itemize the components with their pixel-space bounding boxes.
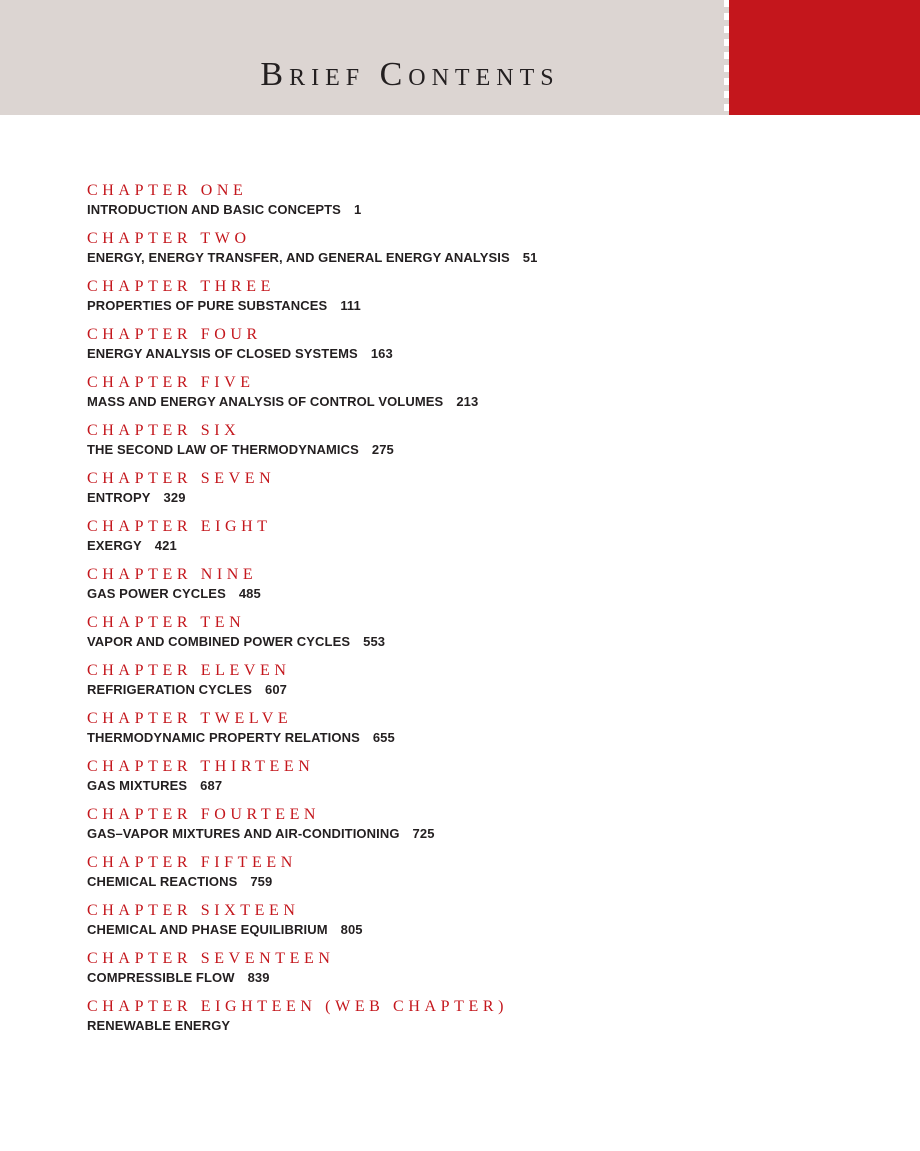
- chapter-title-line[interactable]: [87, 538, 867, 554]
- chapter-title-line[interactable]: [87, 346, 867, 362]
- chapter-page-number: 421: [154, 538, 177, 553]
- chapter-page-number: 839: [247, 970, 270, 985]
- toc-entry: [87, 182, 867, 230]
- chapter-title: THERMODYNAMIC PROPERTY RELATIONS: [87, 730, 360, 745]
- chapter-title-line[interactable]: [87, 922, 867, 938]
- chapter-label: CHAPTER FIFTEEN: [87, 854, 297, 871]
- chapter-page-number: 163: [370, 346, 393, 361]
- toc-entry: [87, 518, 867, 566]
- chapter-title: COMPRESSIBLE FLOW: [87, 970, 235, 985]
- chapter-label: CHAPTER FOUR: [87, 326, 262, 343]
- toc-entry: [87, 230, 867, 278]
- chapter-page-number: 805: [340, 922, 363, 937]
- chapter-title-line[interactable]: [87, 778, 867, 794]
- chapter-label: CHAPTER TEN: [87, 614, 246, 631]
- chapter-title: GAS POWER CYCLES: [87, 586, 226, 601]
- toc-entry: [87, 710, 867, 758]
- chapter-title: REFRIGERATION CYCLES: [87, 682, 252, 697]
- chapter-label: CHAPTER SIX: [87, 422, 241, 439]
- toc-entry: [87, 374, 867, 422]
- chapter-label: CHAPTER TWELVE: [87, 710, 293, 727]
- chapter-title: ENERGY, ENERGY TRANSFER, AND GENERAL ENERGY ANALYSIS: [87, 250, 510, 265]
- chapter-title: MASS AND ENERGY ANALYSIS OF CONTROL VOLUMES: [87, 394, 444, 409]
- chapter-title: RENEWABLE ENERGY: [87, 1018, 231, 1033]
- toc-entry: [87, 326, 867, 374]
- toc-entry: [87, 902, 867, 950]
- chapter-title-line[interactable]: [87, 874, 867, 890]
- chapter-title: THE SECOND LAW OF THERMODYNAMICS: [87, 442, 359, 457]
- chapter-label: CHAPTER ONE: [87, 182, 248, 199]
- page-title: Brief Contents: [260, 56, 560, 93]
- chapter-title: GAS MIXTURES: [87, 778, 188, 793]
- chapter-title: EXERGY: [87, 538, 142, 553]
- chapter-page-number: 213: [456, 394, 479, 409]
- toc-entry: [87, 854, 867, 902]
- chapter-title-line[interactable]: [87, 682, 867, 698]
- chapter-page-number: 553: [363, 634, 386, 649]
- chapter-title-line[interactable]: [87, 298, 867, 314]
- chapter-page-number: 329: [163, 490, 186, 505]
- chapter-title: INTRODUCTION AND BASIC CONCEPTS: [87, 202, 341, 217]
- chapter-title-line[interactable]: [87, 1018, 867, 1034]
- chapter-title: VAPOR AND COMBINED POWER CYCLES: [87, 634, 351, 649]
- chapter-page-number: 607: [265, 682, 287, 697]
- table-of-contents: [87, 182, 867, 1046]
- chapter-page-number: 485: [238, 586, 261, 601]
- chapter-title-line[interactable]: [87, 202, 867, 218]
- chapter-label: CHAPTER EIGHTEEN (WEB CHAPTER): [87, 998, 509, 1015]
- toc-entry: [87, 806, 867, 854]
- chapter-title-line[interactable]: [87, 826, 867, 842]
- toc-entry: [87, 758, 867, 806]
- chapter-page-number: 51: [522, 250, 538, 265]
- chapter-title-line[interactable]: [87, 634, 867, 650]
- toc-entry: [87, 422, 867, 470]
- chapter-page-number: 759: [250, 874, 273, 889]
- chapter-title: ENTROPY: [87, 490, 151, 505]
- toc-entry: [87, 278, 867, 326]
- chapter-label: CHAPTER SIXTEEN: [87, 902, 300, 919]
- chapter-label: CHAPTER EIGHT: [87, 518, 272, 535]
- chapter-title: ENERGY ANALYSIS OF CLOSED SYSTEMS: [87, 346, 358, 361]
- chapter-title-line[interactable]: [87, 394, 867, 410]
- chapter-label: CHAPTER TWO: [87, 230, 251, 247]
- chapter-title-line[interactable]: [87, 490, 867, 506]
- chapter-label: CHAPTER NINE: [87, 566, 258, 583]
- chapter-title-line[interactable]: [87, 586, 867, 602]
- chapter-page-number: 725: [412, 826, 435, 841]
- chapter-label: CHAPTER SEVEN: [87, 470, 276, 487]
- chapter-page-number: 275: [371, 442, 394, 457]
- chapter-page-number: 111: [340, 298, 361, 313]
- chapter-title: CHEMICAL REACTIONS: [87, 874, 238, 889]
- toc-entry: [87, 470, 867, 518]
- chapter-title-line[interactable]: [87, 442, 867, 458]
- chapter-title-line[interactable]: [87, 970, 867, 986]
- chapter-label: CHAPTER FOURTEEN: [87, 806, 321, 823]
- chapter-title-line[interactable]: [87, 730, 867, 746]
- chapter-page-number: 655: [372, 730, 395, 745]
- chapter-title: GAS–VAPOR MIXTURES AND AIR-CONDITIONING: [87, 826, 400, 841]
- toc-entry: [87, 998, 867, 1046]
- toc-entry: [87, 950, 867, 998]
- chapter-title-line[interactable]: [87, 250, 867, 266]
- chapter-label: CHAPTER FIVE: [87, 374, 255, 391]
- chapter-title: CHEMICAL AND PHASE EQUILIBRIUM: [87, 922, 328, 937]
- toc-entry: [87, 662, 867, 710]
- chapter-label: CHAPTER SEVENTEEN: [87, 950, 335, 967]
- chapter-label: CHAPTER ELEVEN: [87, 662, 291, 679]
- toc-entry: [87, 566, 867, 614]
- toc-entry: [87, 614, 867, 662]
- chapter-title: PROPERTIES OF PURE SUBSTANCES: [87, 298, 328, 313]
- chapter-label: CHAPTER THREE: [87, 278, 275, 295]
- chapter-page-number: 1: [353, 202, 362, 217]
- chapter-label: CHAPTER THIRTEEN: [87, 758, 315, 775]
- chapter-page-number: 687: [200, 778, 223, 793]
